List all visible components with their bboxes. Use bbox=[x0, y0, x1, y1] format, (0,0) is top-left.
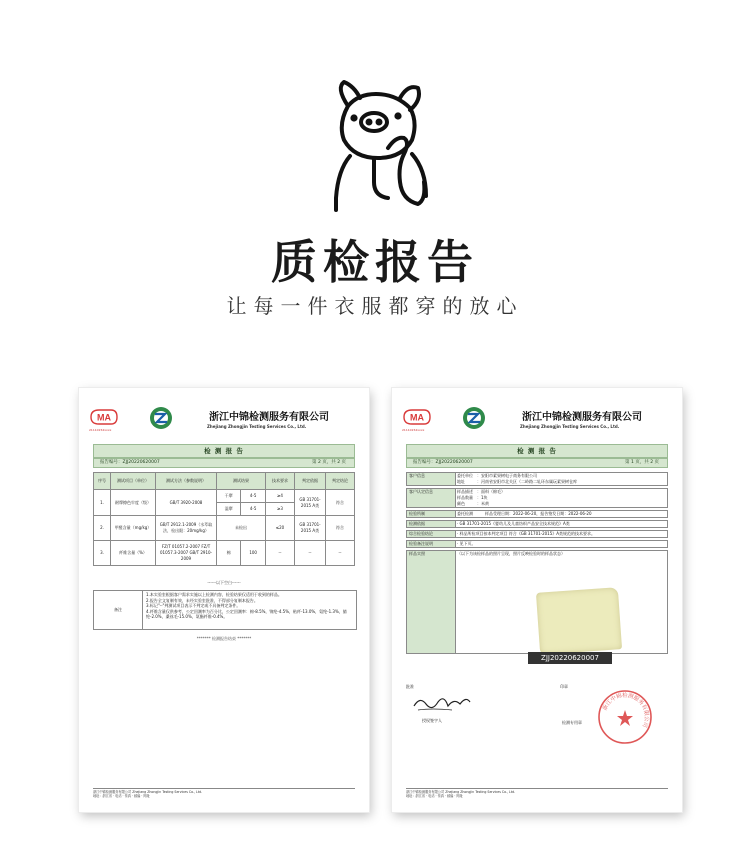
row-item: 耐摩擦色牢度（级） bbox=[111, 490, 156, 516]
footer-address: 地址：浙江省 · 电话 · 传真 · 邮编 · 网址 bbox=[406, 794, 463, 799]
remarks-box bbox=[93, 590, 357, 630]
row-method: GB/T 3920-2008 bbox=[156, 490, 217, 516]
cma-mark-icon bbox=[89, 408, 119, 426]
row-basis: -- bbox=[295, 541, 326, 566]
page-footer bbox=[406, 788, 668, 798]
page-number: 第 2 页，共 2 页 bbox=[312, 460, 346, 465]
page-footer bbox=[93, 788, 355, 798]
row-req: ≥4 bbox=[266, 490, 295, 503]
blank-note: ------以下空白------ bbox=[207, 580, 241, 585]
info-label: 样品实照 bbox=[407, 551, 456, 653]
row-sub: 湿摩 bbox=[217, 503, 241, 516]
col-header: 测试结果 bbox=[217, 473, 266, 490]
col-header: 技术要求 bbox=[266, 473, 295, 490]
row-no: 2. bbox=[94, 516, 111, 541]
report-page-summary bbox=[392, 388, 682, 812]
info-row bbox=[406, 510, 668, 518]
company-name-en: Zhejiang Zhongjin Testing Services Co., Ltd. bbox=[207, 424, 307, 429]
info-value: 委托检测 样品受理日期：2022-06-20，报告签发日期：2022-06-20 bbox=[457, 511, 592, 516]
info-label: 客户信息 bbox=[407, 473, 456, 485]
page-subtitle: 让每一件衣服都穿的放心 bbox=[226, 294, 524, 318]
row-item: 纤维含量（%） bbox=[111, 541, 156, 566]
sample-id-label: ZJJ20220620007 bbox=[528, 652, 612, 664]
row-sub: 棉 bbox=[217, 541, 241, 566]
page-title: 质检报告 bbox=[271, 235, 479, 289]
info-line: 颜色 ：米黄 bbox=[457, 501, 489, 506]
cma-number: 21110152xxxx bbox=[89, 428, 112, 432]
row-result: 4-5 bbox=[241, 503, 266, 516]
row-verdict: 符合 bbox=[326, 516, 355, 541]
table-header-row bbox=[94, 473, 355, 490]
col-header: 判定依据 bbox=[295, 473, 326, 490]
info-line: 样品数量 ：1块 bbox=[457, 495, 488, 500]
row-method: FZ/T 01057.2-2007 FZ/T 01057.3-2007 GB/T 2910-2009 bbox=[156, 541, 217, 566]
row-verdict: 符合 bbox=[326, 490, 355, 516]
col-header: 测试方法（参数说明） bbox=[156, 473, 217, 490]
footer-address: 地址：浙江省 · 电话 · 传真 · 邮编 · 网址 bbox=[93, 794, 150, 799]
zhongjin-logo-icon bbox=[149, 406, 173, 430]
row-basis: GB 31701-2015 A类 bbox=[295, 516, 326, 541]
stamp-label: 印章 bbox=[560, 684, 568, 689]
report-header bbox=[89, 404, 359, 434]
footer-company: 浙江中锦检测服务有限公司 Zhejiang Zhongjin Testing Services Co., Ltd. bbox=[93, 790, 203, 794]
info-label: 客户认定信息 bbox=[407, 489, 456, 507]
cma-text: MA bbox=[97, 412, 111, 423]
row-result: 4-5 bbox=[241, 490, 266, 503]
report-number-bar bbox=[93, 458, 355, 468]
row-req: ≥3 bbox=[266, 503, 295, 516]
info-value: · 样品所检项目按本判定项目 符合《GB 31701-2015》A类规范的技术要求。 bbox=[457, 531, 596, 536]
info-value bbox=[457, 473, 665, 485]
info-row bbox=[406, 530, 668, 538]
info-value bbox=[457, 489, 665, 507]
zhongjin-logo-icon bbox=[462, 406, 486, 430]
report-title: 检 测 报 告 bbox=[93, 444, 355, 458]
company-name-en: Zhejiang Zhongjin Testing Services Co., Ltd. bbox=[520, 424, 620, 429]
cma-mark-icon bbox=[402, 408, 432, 426]
remarks-text bbox=[146, 592, 354, 620]
info-line: 地址 ：河南省安阳市北关区（二岭路二轧环东属玩素果树仓库 bbox=[457, 479, 577, 484]
report-header bbox=[402, 404, 672, 434]
remark-line: 2.报告全文复制有效，未经实验室批准，不得部分复制本报告。 bbox=[146, 597, 258, 603]
remarks-label: 备注 bbox=[94, 591, 143, 629]
row-method: GB/T 2912.1-2009（水萃取法，检出限：20mg/kg） bbox=[156, 516, 217, 541]
fabric-sample-photo bbox=[536, 587, 622, 655]
info-line: 委托单位 ：安阳市素果树电子商务有限公司 bbox=[457, 473, 537, 478]
page-number: 第 1 页，共 2 页 bbox=[625, 460, 659, 465]
approver-label: 批准 bbox=[406, 684, 414, 689]
row-basis: GB 31701-2015 A类 bbox=[295, 490, 326, 516]
col-header: 测试项目（单位） bbox=[111, 473, 156, 490]
info-label: 检验备注说明 bbox=[407, 541, 456, 547]
handwritten-signature bbox=[410, 692, 474, 714]
table-row bbox=[94, 541, 355, 566]
col-header: 序号 bbox=[94, 473, 111, 490]
pig-mascot-thinking-icon bbox=[318, 78, 436, 212]
end-note: ******* 检测报告结束 ******* bbox=[196, 636, 252, 641]
stamp-caption: 检测专用章 bbox=[562, 720, 582, 725]
report-title: 检 测 报 告 bbox=[406, 444, 668, 458]
info-row bbox=[406, 540, 668, 548]
cma-number: 21110152xxxx bbox=[402, 428, 425, 432]
info-row bbox=[406, 472, 668, 486]
row-no: 1. bbox=[94, 490, 111, 516]
row-no: 3. bbox=[94, 541, 111, 566]
cma-text: MA bbox=[410, 412, 424, 423]
company-name: 浙江中锦检测服务有限公司 bbox=[522, 412, 642, 423]
company-name: 浙江中锦检测服务有限公司 bbox=[209, 412, 329, 423]
info-value: · GB 31701-2015《婴幼儿及儿童纺织产品安全技术规范》A类 bbox=[457, 521, 570, 526]
info-label: 综合检验结论 bbox=[407, 531, 456, 537]
remark-line: 4.纤维含量仅供参考，公定回潮率为百分比，公定回潮率：棉-8.5%，锦纶-4.5%，粘纤-13.0%，氨纶-1.3%，腈纶-2.0%，桑丝毛-15.0%，氨酯纤维-0.4%。 bbox=[146, 608, 347, 619]
row-req: -- bbox=[266, 541, 295, 566]
signer-label: 授权签字人 bbox=[422, 718, 442, 723]
table-row bbox=[94, 490, 355, 503]
info-line: 样品描述 ：面料（棉毛） bbox=[457, 489, 505, 494]
row-result: 未检出 bbox=[217, 516, 266, 541]
report-number: 报告编号：ZJJ20220620007 bbox=[413, 460, 473, 465]
info-value: （以下为该检样品的照片呈现，照片反映检验时的样品状态） bbox=[457, 551, 565, 556]
inspection-seal-icon bbox=[596, 688, 654, 746]
row-req: ≤20 bbox=[266, 516, 295, 541]
info-value: · 见下页。 bbox=[457, 541, 476, 546]
info-row bbox=[406, 488, 668, 508]
seal-ring-text: 浙江中锦检测服务有限公司 bbox=[602, 692, 650, 729]
row-item: 甲醛含量（mg/kg） bbox=[111, 516, 156, 541]
col-header: 判定结论 bbox=[326, 473, 355, 490]
info-label: 检测依据 bbox=[407, 521, 456, 527]
remark-line: 3.标记"--"判测试项目表示不判定或不具备判定条件。 bbox=[146, 603, 241, 608]
info-label: 检验所制 bbox=[407, 511, 456, 517]
report-number: 报告编号：ZJJ20220620007 bbox=[100, 460, 160, 465]
row-verdict: -- bbox=[326, 541, 355, 566]
table-row bbox=[94, 516, 355, 541]
row-result: 100 bbox=[241, 541, 266, 566]
report-number-bar bbox=[406, 458, 668, 468]
footer-company: 浙江中锦检测服务有限公司 Zhejiang Zhongjin Testing Services Co., Ltd. bbox=[406, 790, 516, 794]
report-page-results bbox=[79, 388, 369, 812]
info-row bbox=[406, 520, 668, 528]
row-sub: 干摩 bbox=[217, 490, 241, 503]
remark-line: 1.本实验室根据客户需求实施以上检测内容，检验结果仅适用于收到的样品。 bbox=[146, 592, 282, 597]
results-table bbox=[93, 472, 355, 566]
